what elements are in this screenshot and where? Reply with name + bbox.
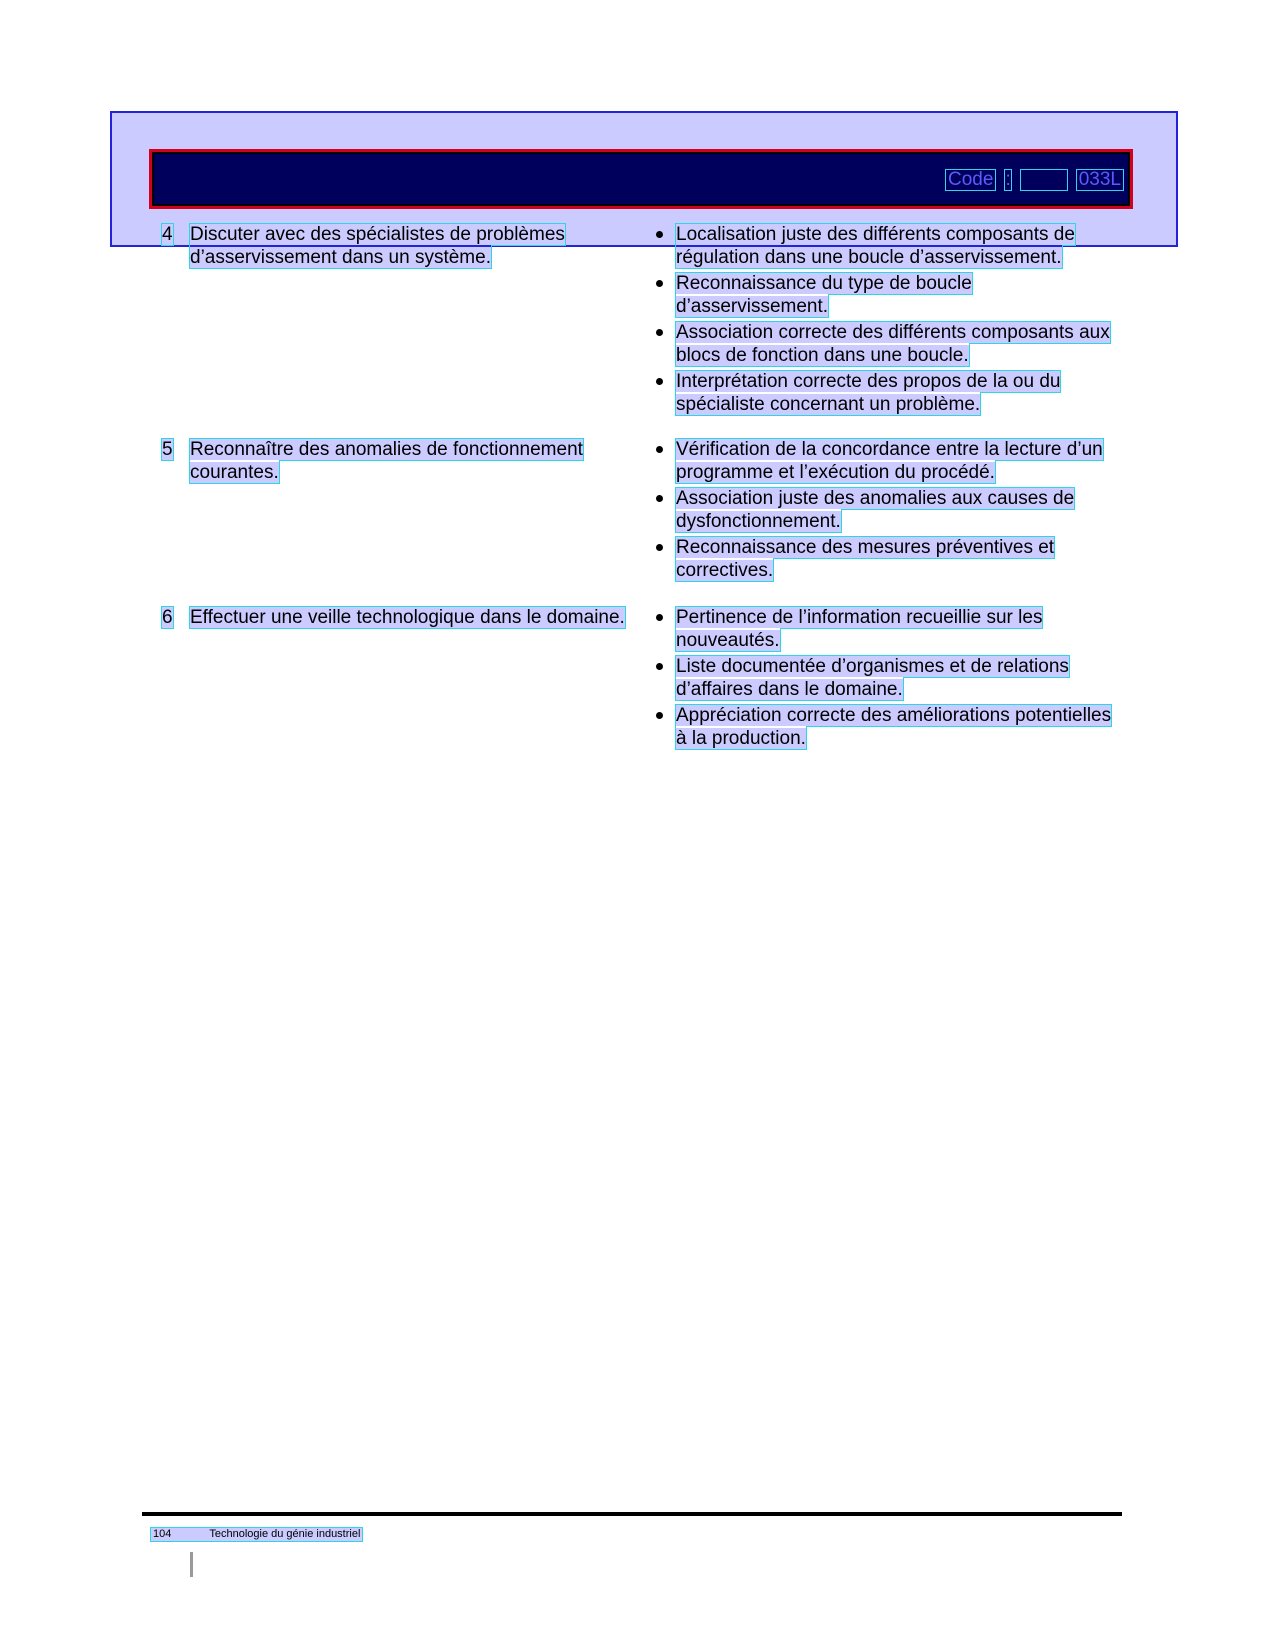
- code-label: [945, 169, 1124, 191]
- element-statement: Effectuer une veille technologique dans le domaine.: [190, 607, 625, 628]
- code-value: 033L: [1076, 169, 1124, 191]
- criterion-item: Pertinence de l’information recueillie sur les nouveautés.: [652, 606, 1112, 652]
- criterion-item: Appréciation correcte des améliorations potentielles à la production.: [652, 704, 1112, 750]
- criterion-item: Association juste des anomalies aux causes de dysfonctionnement.: [652, 487, 1112, 533]
- criterion-item: Vérification de la concordance entre la lecture d’un programme et l’exécution du procédé.: [652, 438, 1112, 484]
- bullet-icon: [656, 663, 663, 670]
- footer: [151, 1528, 362, 1541]
- criteria-list: [652, 606, 1112, 753]
- bullet-icon: [656, 614, 663, 621]
- margin-bar: [190, 1552, 193, 1577]
- criteria-list: [652, 223, 1112, 419]
- element-number: 4: [162, 224, 173, 245]
- bullet-icon: [656, 280, 663, 287]
- element-number: 6: [162, 607, 173, 628]
- criterion-item: Liste documentée d’organismes et de relations d’affaires dans le domaine.: [652, 655, 1112, 701]
- criterion-item: Localisation juste des différents composants de régulation dans une boucle d’asservissement.: [652, 223, 1112, 269]
- element-statement: Reconnaître des anomalies de fonctionnement courantes.: [190, 439, 583, 483]
- code-separator: :: [1005, 169, 1011, 190]
- criterion-item: Reconnaissance du type de boucle d’asservissement.: [652, 272, 1112, 318]
- footer-rule: [142, 1512, 1122, 1516]
- document-title: Technologie du génie industriel: [209, 1528, 361, 1540]
- bullet-icon: [656, 378, 663, 385]
- bullet-icon: [656, 544, 663, 551]
- element-statement: Discuter avec des spécialistes de problèmes d’asservissement dans un système.: [190, 224, 565, 268]
- bullet-icon: [656, 495, 663, 502]
- code-word: Code: [945, 169, 996, 191]
- bullet-icon: [656, 231, 663, 238]
- page-number: 104: [153, 1528, 172, 1540]
- code-blank: [1020, 169, 1068, 191]
- criteria-list: [652, 438, 1112, 585]
- criterion-item: Reconnaissance des mesures préventives et correctives.: [652, 536, 1112, 582]
- code-bar: [149, 149, 1133, 209]
- criterion-item: Interprétation correcte des propos de la ou du spécialiste concernant un problème.: [652, 370, 1112, 416]
- bullet-icon: [656, 329, 663, 336]
- bullet-icon: [656, 712, 663, 719]
- bullet-icon: [656, 446, 663, 453]
- criterion-item: Association correcte des différents composants aux blocs de fonction dans une boucle.: [652, 321, 1112, 367]
- element-number: 5: [162, 439, 173, 460]
